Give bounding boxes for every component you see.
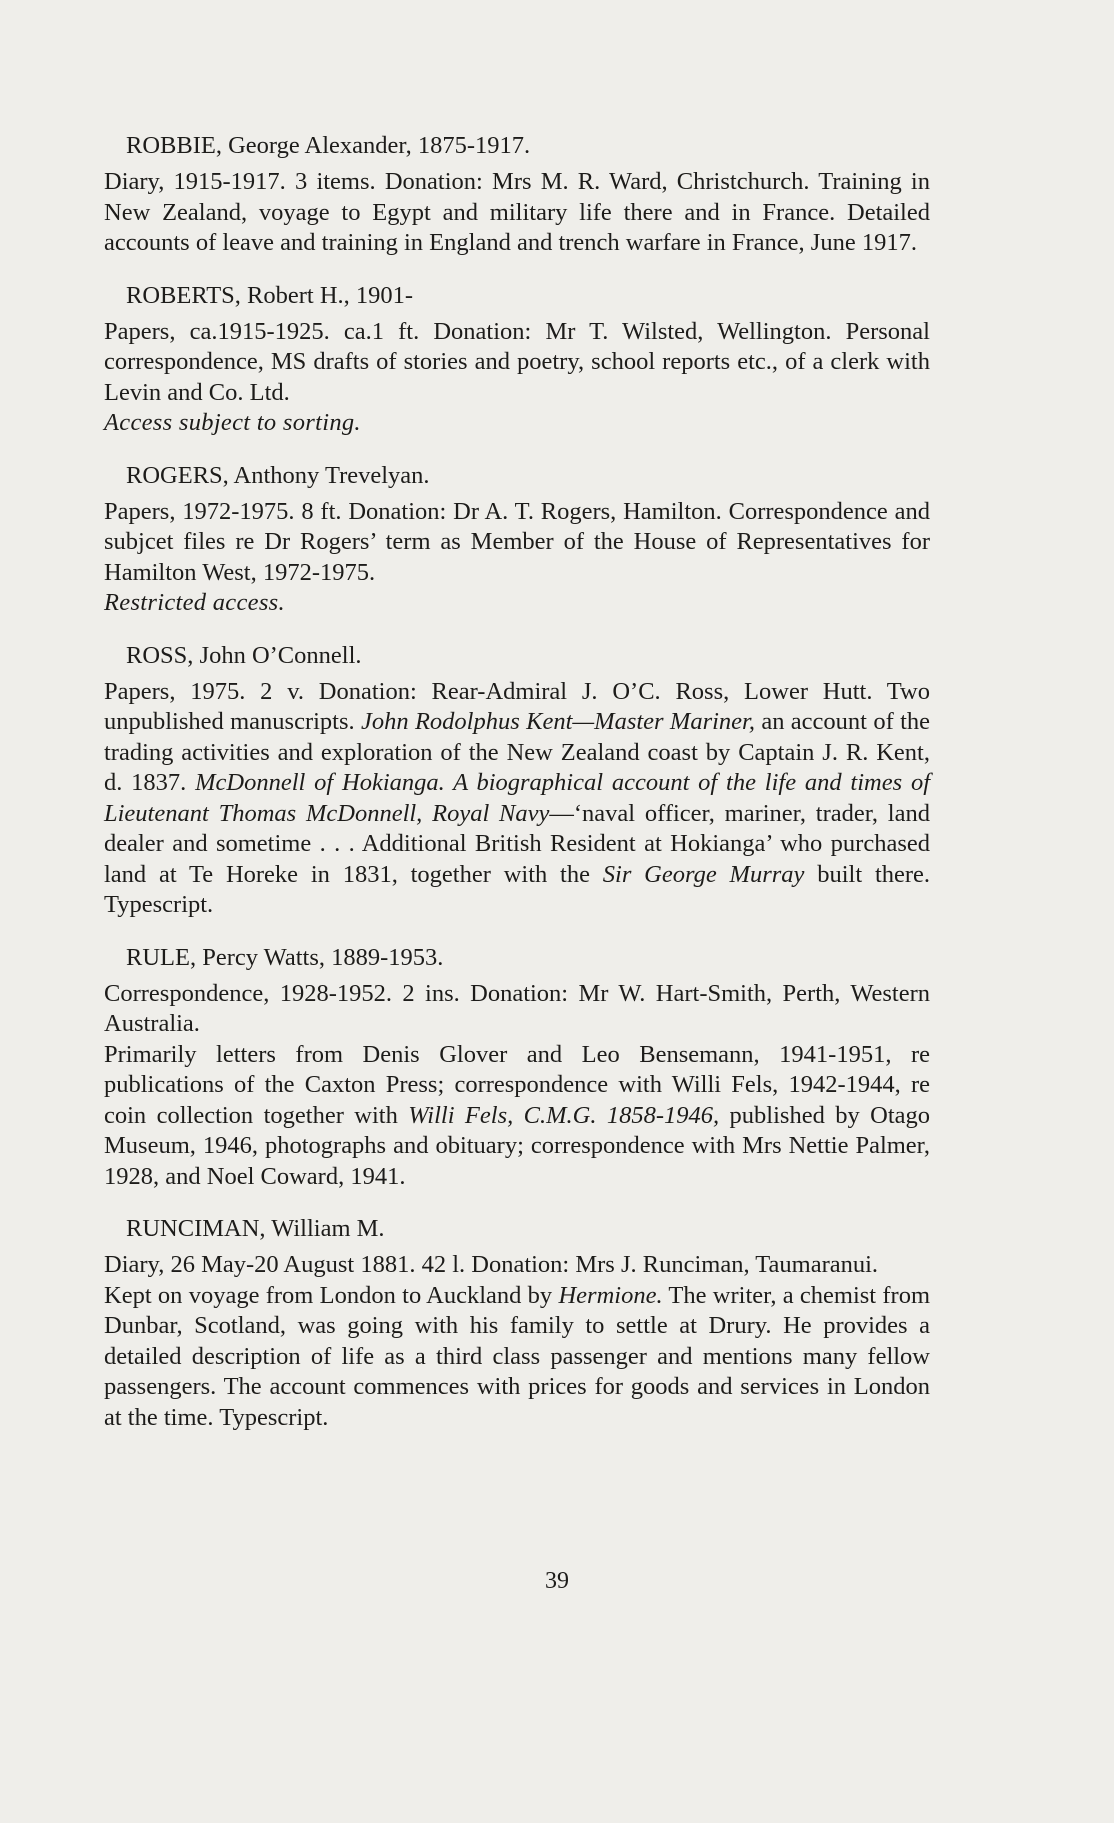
entry-description: Papers, ca.1915-1925. ca.1 ft. Donation: Mr T. Wilsted, Wellington. Personal correspondence, MS drafts of stories and poetry, school reports etc., of a clerk with Levin and Co. Ltd.	[104, 317, 930, 406]
entry-heading: RULE, Percy Watts, 1889-1953.	[126, 943, 444, 971]
entry-heading: ROSS, John O’Connell.	[126, 641, 362, 669]
ship-name: Hermione.	[558, 1281, 663, 1309]
description-text: built there. Typescript.	[104, 860, 931, 918]
entry-description: Correspondence, 1928-1952. 2 ins. Donation: Mr W. Hart-Smith, Perth, Western Australia.	[104, 979, 930, 1037]
entry-description: Papers, 1972-1975. 8 ft. Donation: Dr A. T. Rogers, Hamilton. Correspondence and subjcet files re Dr Rogers’ term as Member of the House of Representatives for Hamilton West, 1972-1975.	[104, 497, 930, 586]
entry-heading: ROBBIE, George Alexander, 1875-1917.	[126, 132, 531, 159]
description-text: Papers, 1975. 2 v. Donation: Rear-Admiral J. O’C. Ross, Lower Hutt. Two unpublished manuscripts.	[104, 677, 930, 735]
entry-description	[104, 1281, 930, 1434]
description-text: The writer, a chemist from Dunbar, Scotland, was going with his family to settle at Drury. He provides a detailed description of life as a third class passenger and mentions many fellow passengers. The account commences with prices for goods and services in London at the time. Typescript.	[104, 1281, 931, 1431]
description-text: an account of the trading activities and exploration of the New Zealand coast by Captain J. R. Kent, d. 1837.	[104, 708, 930, 796]
ship-name: Sir George Murray	[602, 860, 805, 888]
entry-heading: RUNCIMAN, William M.	[126, 1215, 385, 1242]
page-number: 39	[545, 1568, 569, 1594]
work-title: McDonnell of Hokianga. A biographical account of the life and times of Lieutenant Thomas McDonnell, Royal Navy	[104, 769, 931, 827]
entry-rule	[104, 943, 930, 1193]
entry-heading: ROBERTS, Robert H., 1901-	[126, 281, 414, 309]
description-text: Kept on voyage from London to Auckland by	[104, 1281, 553, 1309]
access-note: Access subject to sorting.	[104, 409, 361, 436]
entry-description	[104, 677, 930, 921]
entry-rogers	[104, 461, 930, 619]
entry-robbie	[104, 131, 930, 259]
description-text: published by Otago Museum, 1946, photographs and obituary; correspondence with Mrs Nettie Palmer, 1928, and Noel Coward, 1941.	[104, 1101, 930, 1190]
work-title: John Rodolphus Kent—Master Mariner,	[360, 708, 755, 735]
description-text: —‘naval officer, mariner, trader, land dealer and sometime . . . Additional British Resident at Hokianga’ who purchased land at Te Horeke in 1831, together with the	[104, 799, 930, 888]
entry-description: Diary, 26 May-20 August 1881. 42 l. Donation: Mrs J. Runciman, Taumaranui.	[104, 1251, 879, 1278]
work-title: Willi Fels, C.M.G. 1858-1946,	[408, 1101, 720, 1129]
access-note: Restricted access.	[104, 589, 285, 616]
catalogue-entries	[104, 131, 930, 1455]
entry-heading: ROGERS, Anthony Trevelyan.	[126, 461, 430, 489]
entry-description: Diary, 1915-1917. 3 items. Donation: Mrs M. R. Ward, Christchurch. Training in New Zealand, voyage to Egypt and military life there and in France. Detailed accounts of leave and training in England and trench warfare in France, June 1917.	[104, 168, 930, 256]
entry-roberts	[104, 281, 930, 439]
entry-runciman	[104, 1214, 930, 1433]
entry-ross	[104, 641, 930, 921]
entry-description	[104, 1040, 930, 1193]
description-text: Primarily letters from Denis Glover and Leo Bensemann, 1941-1951, re publications of the Caxton Press; correspondence with Willi Fels, 1942-1944, re coin collection together with	[104, 1040, 930, 1129]
